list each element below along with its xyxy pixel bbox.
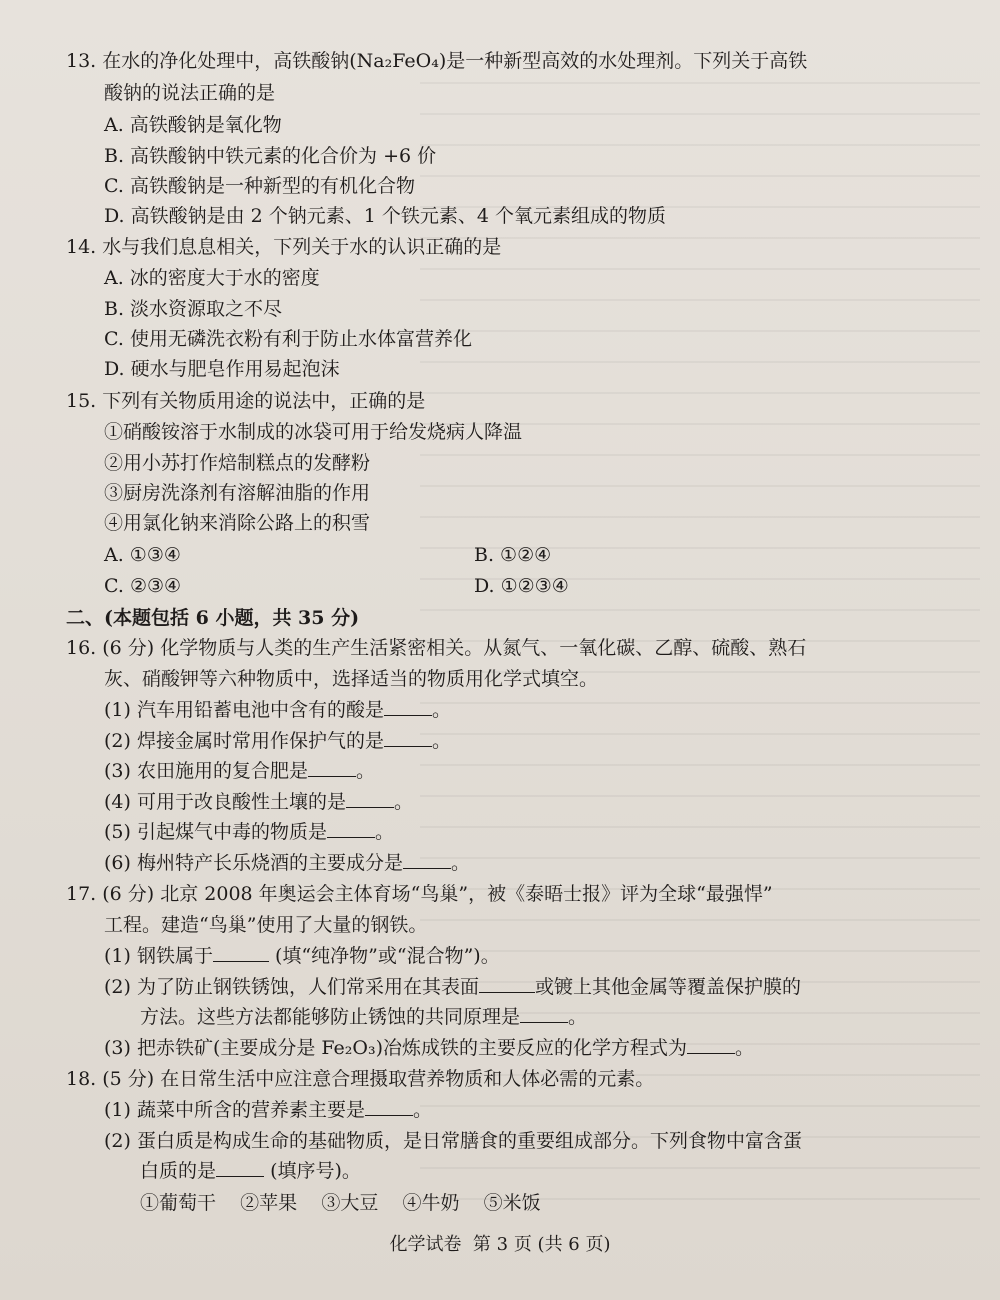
q15-item-2: ②用小苏打作焙制糕点的发酵粉: [104, 452, 371, 474]
q14-option-a: A. 冰的密度大于水的密度: [104, 267, 320, 289]
q15-option-d: D. ①②③④: [474, 575, 569, 597]
q15-stem: 15. 下列有关物质用途的说法中，正确的是: [66, 390, 426, 412]
q17-sub-3: (3) 把赤铁矿(主要成分是 Fe₂O₃)冶炼成铁的主要反应的化学方程式为 。: [104, 1037, 755, 1059]
q16-sub-2: (2) 焊接金属时常用作保护气的是 。: [104, 730, 451, 752]
section-2-heading: 二、(本题包括 6 小题，共 35 分): [66, 607, 360, 629]
q13-option-c: C. 高铁酸钠是一种新型的有机化合物: [104, 175, 415, 197]
q14-option-c: C. 使用无磷洗衣粉有利于防止水体富营养化: [104, 328, 472, 350]
answer-blank[interactable]: [216, 1158, 264, 1177]
q17-sub-1: (1) 钢铁属于 (填“纯净物”或“混合物”)。: [104, 945, 500, 967]
answer-blank[interactable]: [687, 1035, 735, 1054]
q13-line2: 酸钠的说法正确的是: [104, 82, 276, 104]
q16-sub-1: (1) 汽车用铅蓄电池中含有的酸是 。: [104, 699, 451, 721]
q13-option-a: A. 高铁酸钠是氧化物: [104, 114, 282, 136]
q16-sub-6: (6) 梅州特产长乐烧酒的主要成分是 。: [104, 852, 470, 874]
answer-blank[interactable]: [403, 850, 451, 869]
q13-option-b: B. 高铁酸钠中铁元素的化合价为 +6 价: [104, 145, 437, 167]
q16-sub-5: (5) 引起煤气中毒的物质是 。: [104, 821, 394, 843]
answer-blank[interactable]: [327, 819, 375, 838]
q15-item-3: ③厨房洗涤剂有溶解油脂的作用: [104, 482, 371, 504]
answer-blank[interactable]: [365, 1097, 413, 1116]
q16-line2: 灰、硝酸钾等六种物质中，选择适当的物质用化学式填空。: [104, 668, 599, 690]
q16-sub-3: (3) 农田施用的复合肥是 。: [104, 760, 375, 782]
answer-blank[interactable]: [479, 974, 535, 993]
answer-blank[interactable]: [308, 758, 356, 777]
q16-sub-4: (4) 可用于改良酸性土壤的是 。: [104, 791, 413, 813]
q17-line1: 17. (6 分) 北京 2008 年奥运会主体育场“鸟巢”，被《泰晤士报》评为全球“最强悍”: [66, 883, 773, 905]
q15-option-a: A. ①③④: [104, 544, 181, 566]
q15-item-4: ④用氯化钠来消除公路上的积雪: [104, 512, 371, 534]
q17-sub-2-line2: 方法。这些方法都能够防止锈蚀的共同原理是 。: [140, 1006, 588, 1028]
answer-blank[interactable]: [520, 1004, 568, 1023]
answer-blank[interactable]: [384, 728, 432, 747]
answer-blank[interactable]: [213, 943, 269, 962]
q14-stem: 14. 水与我们息息相关，下列关于水的认识正确的是: [66, 236, 502, 258]
q17-line2: 工程。建造“鸟巢”使用了大量的钢铁。: [104, 914, 428, 936]
q15-option-c: C. ②③④: [104, 575, 182, 597]
q18-sub-2-line1: (2) 蛋白质是构成生命的基础物质，是日常膳食的重要组成部分。下列食物中富含蛋: [104, 1130, 802, 1152]
q15-item-1: ①硝酸铵溶于水制成的冰袋可用于给发烧病人降温: [104, 421, 523, 443]
answer-blank[interactable]: [384, 697, 432, 716]
q18-sub-1: (1) 蔬菜中所含的营养素主要是 。: [104, 1099, 432, 1121]
answer-blank[interactable]: [346, 789, 394, 808]
page-footer: 化学试卷 第 3 页 (共 6 页): [389, 1234, 611, 1255]
q14-option-d: D. 硬水与肥皂作用易起泡沫: [104, 358, 340, 380]
q18-stem: 18. (5 分) 在日常生活中应注意合理摄取营养物质和人体必需的元素。: [66, 1068, 655, 1090]
q15-option-b: B. ①②④: [474, 544, 552, 566]
q16-line1: 16. (6 分) 化学物质与人类的生产生活紧密相关。从氮气、一氧化碳、乙醇、硫酸、熟石: [66, 637, 807, 659]
q14-option-b: B. 淡水资源取之不尽: [104, 298, 283, 320]
q13-option-d: D. 高铁酸钠是由 2 个钠元素、1 个铁元素、4 个氧元素组成的物质: [104, 205, 667, 227]
q17-sub-2: (2) 为了防止钢铁锈蚀，人们常采用在其表面 或镀上其他金属等覆盖保护膜的: [104, 976, 801, 998]
q18-sub-2-line2: 白质的是 (填序号)。: [140, 1160, 361, 1182]
q13-line1: 13. 在水的净化处理中，高铁酸钠(Na₂FeO₄)是一种新型高效的水处理剂。下列关于高铁: [66, 50, 808, 72]
q18-food-options: ①葡萄干 ②苹果 ③大豆 ④牛奶 ⑤米饭: [140, 1192, 541, 1214]
